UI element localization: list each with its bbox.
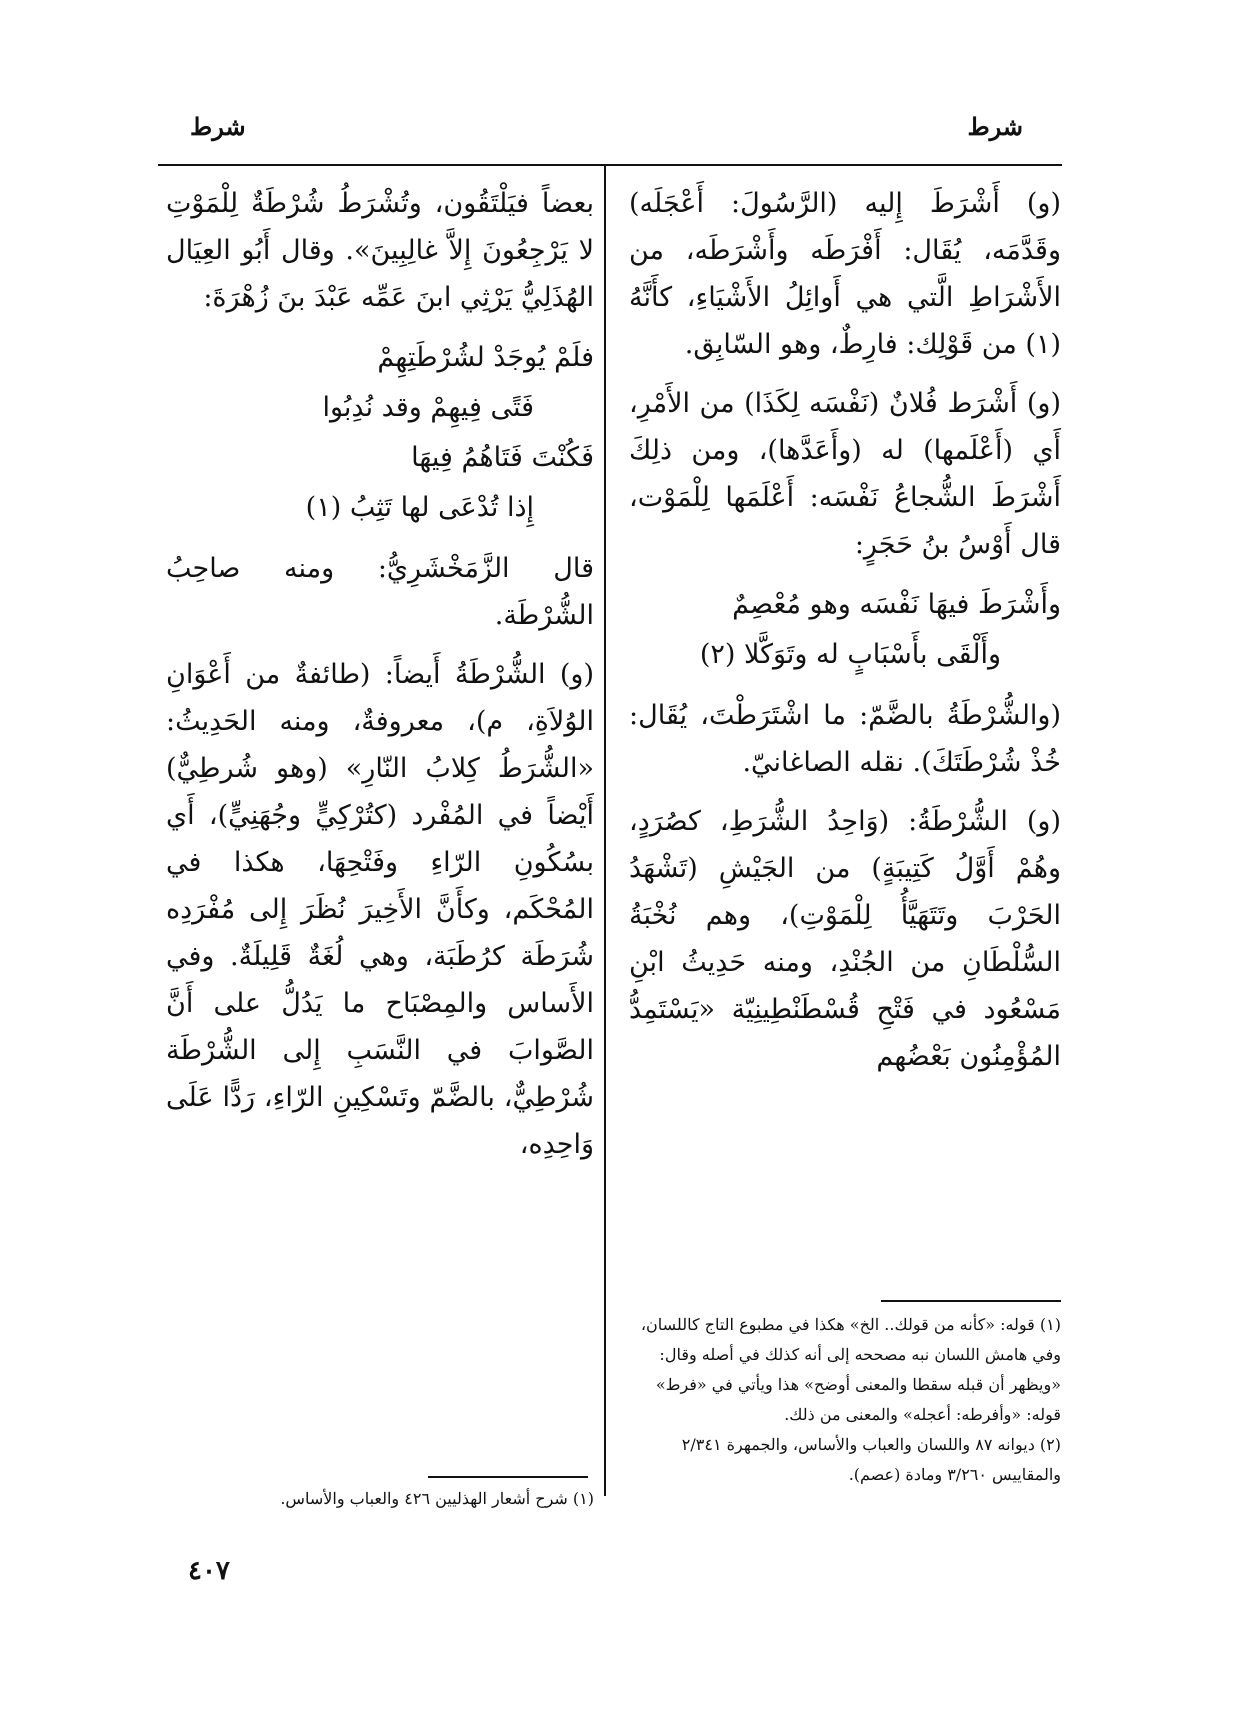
right-column	[629, 180, 1061, 1092]
paragraph: (و) الشُّرْطَةُ: (وَاحِدُ الشُّرَطِ، كصُرَدٍ، وهُمْ أَوَّلُ كَتِيبَةٍ) من الجَيْشِ (تَشْهَدُ الحَرْبَ وتَتَهَيَّأُ لِلْمَوْتِ)، وهم نُخْبَةُ السُّلْطَانِ من الجُنْدِ، ومنه حَدِيثُ ابْنِ مَسْعُود في فَتْحِ قُسْطَنْطِينِيّة «يَسْتَمِدُّ المُؤْمِنُون بَعْضُهم	[629, 806, 1061, 1072]
poem-verse	[629, 580, 1061, 680]
paragraph: (و) أَشْرَط فُلانٌ (نَفْسَه لِكَذَا) من الأَمْرِ، أَي (أَعْلَمها) له (وأَعَدَّها)، ومن ذلِكَ أَشْرَطَ الشُّجاعُ نَفْسَه: أَعْلَمَها لِلْمَوْت، قال أَوْسُ بنُ حَجَرٍ:	[629, 388, 1061, 560]
verse-line: فَتًى فِيهِمْ وقد نُدِبُوا	[322, 392, 534, 423]
footnote: (٢) ديوانه ٨٧ واللسان والعباب والأساس، والجمهرة ٢/٣٤١ والمقاييس ٣/٢٦٠ ومادة (عصم).	[681, 1435, 1061, 1484]
footnotes-left	[166, 1484, 594, 1514]
footnote: (١) قوله: «كأنه من قولك.. الخ» هكذا في مطبوع التاج كاللسان، وفي هامش اللسان نبه مصححه إلى أنه كذلك في أصله وقال: «ويظهر أن قبله سقطا والمعنى أوضح» هذا ويأتي في «فرط» قوله: «وأفرطه: أعجله» والمعنى من ذلك.	[640, 1315, 1061, 1424]
footnote: (١) شرح أشعار الهذليين ٤٢٦ والعباب والأساس.	[280, 1489, 594, 1508]
verse-line: وأَشْرَطَ فيهَا نَفْسَه وهو مُعْصِمٌ	[732, 589, 1061, 620]
verse-line: فَكُنْتَ فَتَاهُمُ فِيهَا	[411, 442, 594, 473]
paragraph: (والشُّرْطَةُ بالضَّمّ: ما اشْتَرَطْتَ، يُقَال: خُذْ شُرْطَتَكَ). نقله الصاغانيّ.	[629, 700, 1061, 778]
paragraph: (و) أَشْرَطَ إِليه (الرَّسُولَ: أَعْجَلَه) وقَدَّمَه، يُقَال: أَفْرَطَه وأَشْرَطَه، من الأَشْرَاطِ الَّتي هي أَوائِلُ الأَشْيَاءِ، كأَنَّهُ (١) من قَوْلِك: فارِطٌ، وهو السّابِق.	[629, 188, 1061, 360]
paragraph: بعضاً فيَلْتَقُون، وتُشْرَطُ شُرْطَةٌ لِلْمَوْتِ لا يَرْجِعُونَ إِلاَّ غالِبِينَ». وقال أَبُو العِيَال الهُذَلِيُّ يَرْثِي ابنَ عَمِّه عَبْدَ بنَ زُهْرَةَ:	[166, 188, 594, 313]
verse-line: إِذا تُدْعَى لها تَثِبُ (١)	[305, 492, 534, 523]
paragraph: (و) الشُّرْطَةُ أَيضاً: (طائفةٌ من أَعْوَانِ الوُلاَةِ، م)، معروفةٌ، ومنه الحَدِيثُ: «الشُّرَطُ كِلابُ النّارِ» (وهو شُرطِيٌّ) أَيْضاً في المُفْرد (كتُرْكِيٍّ وجُهَنِيٍّ)، أَي بسُكُونِ الرّاءِ وفَتْحِهَا، هكذا في المُحْكَم، وكأَنَّ الأَخِيرَ نُظَرَ إِلى مُفْرَدِه شُرَطَة كرُطَبَة، وهي لُغَةٌ قَلِيلَةٌ. وفي الأَساس والمِصْبَاح ما يَدُلُّ على أَنَّ الصَّوابَ في النَّسَبِ إِلى الشُّرْطَة شُرْطِيٌّ، بالضَّمّ وتَسْكِينِ الرّاءِ، رَدًّا عَلَى وَاحِدِه،	[166, 659, 594, 1160]
paragraph: قال الزَّمَخْشَرِيُّ: ومنه صاحِبُ الشُّرْطَة.	[166, 553, 594, 631]
header-left-word: شرط	[190, 112, 246, 141]
left-column	[166, 180, 594, 1180]
column-divider	[604, 166, 606, 1496]
footnote-rule	[881, 1300, 1061, 1302]
page-number: ٤٠٧	[188, 1556, 230, 1586]
footnotes-right	[629, 1310, 1061, 1490]
footnote-rule	[428, 1476, 588, 1478]
header-rule	[158, 164, 1062, 166]
header-right-word: شرط	[967, 112, 1023, 141]
poem-verse	[166, 333, 594, 533]
verse-line: وأَلْقَى بأَسْبَابٍ له وتَوَكَّلا (٢)	[699, 639, 1001, 670]
verse-line: فلَمْ يُوجَدْ لشُرْطَتِهِمْ	[377, 342, 594, 373]
